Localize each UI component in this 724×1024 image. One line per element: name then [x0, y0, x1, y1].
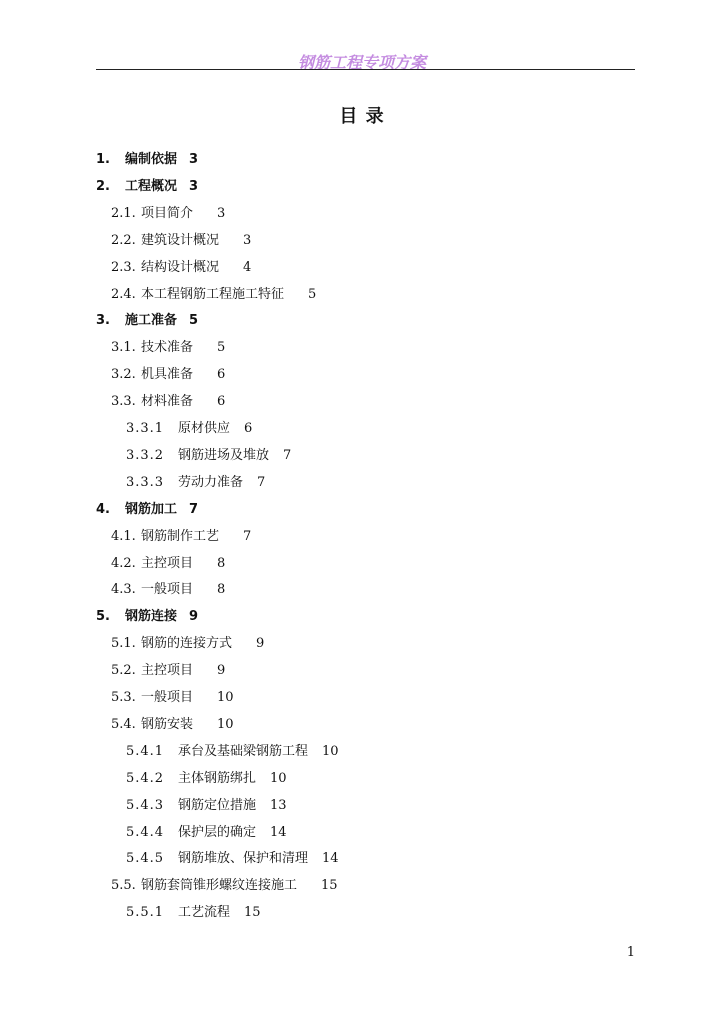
toc-entry-page: 3: [243, 232, 252, 248]
toc-entry-number: 3.3.1: [126, 421, 165, 436]
toc-entry-title: 主控项目: [141, 663, 194, 679]
toc-entry-page: 14: [270, 824, 287, 840]
toc-entry-number: 5.2.: [111, 663, 136, 679]
toc-entry-page: 6: [217, 394, 226, 410]
toc-entry-page: 9: [256, 636, 265, 652]
toc-entry[interactable]: [111, 256, 251, 280]
toc-entry-number: 5.4.5: [126, 851, 165, 867]
toc-entry[interactable]: [111, 229, 251, 253]
toc-entry-page: 9: [217, 663, 226, 679]
toc-entry-number: 5.1.: [111, 636, 136, 652]
toc-entry-page: 5: [189, 313, 199, 329]
toc-entry-page: 10: [270, 770, 287, 786]
toc-entry-title: 主控项目: [141, 555, 194, 571]
toc-entry-title: 建筑设计概况: [141, 232, 220, 248]
toc-entry-title: 技术准备: [141, 340, 194, 356]
toc-entry-title: 编制依据: [125, 152, 178, 167]
toc-entry-number: 3.3.2: [126, 447, 165, 463]
toc-entry[interactable]: [126, 767, 287, 791]
toc-entry-title: 本工程钢筋工程施工特征: [141, 286, 285, 302]
toc-entry[interactable]: [111, 363, 225, 387]
toc-entry[interactable]: [111, 552, 225, 576]
toc-entry-page: 5: [308, 286, 317, 302]
toc-entry[interactable]: [111, 632, 264, 656]
toc-entry-title: 钢筋定位措施: [178, 797, 257, 813]
toc-entry-page: 14: [322, 851, 339, 867]
toc-entry[interactable]: [111, 336, 225, 360]
toc-entry[interactable]: [96, 498, 198, 522]
toc-entry[interactable]: [111, 713, 234, 737]
toc-entry-title: 钢筋安装: [141, 716, 194, 732]
toc-entry-number: 4.: [96, 501, 110, 517]
toc-entry-title: 项目简介: [141, 205, 194, 221]
toc-entry-number: 2.2.: [111, 232, 136, 248]
toc-entry-title: 钢筋套筒锥形螺纹连接施工: [141, 878, 298, 894]
toc-entry-title: 钢筋的连接方式: [141, 636, 233, 652]
toc-entry[interactable]: [111, 525, 251, 549]
toc-entry-number: 5.4.: [111, 716, 136, 732]
toc-entry-number: 5.5.1: [126, 905, 165, 921]
toc-entry-page: 15: [244, 905, 261, 921]
toc-entry-number: 1.: [96, 152, 110, 167]
toc-entry[interactable]: [126, 444, 291, 468]
toc-heading: 目 录: [339, 106, 385, 127]
toc-entry-title: 材料准备: [141, 394, 194, 410]
toc-entry[interactable]: [96, 148, 198, 172]
toc-entry-number: 3.: [96, 313, 110, 329]
page-number: 1: [626, 945, 635, 960]
toc-entry-page: 3: [189, 178, 199, 194]
toc-entry[interactable]: [111, 686, 234, 710]
toc-entry-number: 5.4.2: [126, 770, 165, 786]
toc-entry-number: 2.1.: [111, 205, 136, 221]
toc-entry[interactable]: [126, 901, 261, 925]
toc-entry-title: 钢筋加工: [125, 501, 178, 517]
toc-entry-number: 2.: [96, 178, 110, 194]
toc-entry-title: 钢筋连接: [125, 609, 178, 625]
toc-entry-number: 3.1.: [111, 340, 136, 356]
toc-entry-number: 3.3.: [111, 394, 136, 410]
toc-entry-page: 10: [217, 716, 234, 732]
toc-entry-page: 7: [283, 447, 292, 463]
toc-entry-page: 7: [243, 528, 252, 544]
toc-entry-title: 钢筋制作工艺: [141, 528, 220, 544]
toc-entry-title: 原材供应: [178, 421, 231, 436]
toc-entry-page: 10: [217, 690, 234, 705]
toc-entry[interactable]: [126, 794, 287, 818]
toc-entry[interactable]: [111, 578, 225, 602]
toc-entry-title: 工艺流程: [178, 905, 231, 921]
toc-entry-number: 5.: [96, 609, 110, 625]
toc-entry-number: 5.4.1: [126, 743, 165, 759]
toc-entry[interactable]: [126, 417, 252, 441]
toc-entry-number: 2.4.: [111, 286, 136, 302]
toc-entry-page: 4: [243, 259, 252, 275]
header-divider: [96, 69, 635, 70]
toc-entry-title: 钢筋进场及堆放: [178, 447, 270, 463]
toc-entry-page: 3: [217, 205, 226, 221]
toc-entry-title: 钢筋堆放、保护和清理: [178, 851, 309, 867]
toc-entry[interactable]: [96, 605, 198, 629]
toc-entry[interactable]: [126, 821, 287, 845]
toc-entry-title: 施工准备: [125, 313, 178, 329]
toc-entry-number: 4.1.: [111, 528, 136, 544]
toc-entry-page: 7: [189, 501, 199, 517]
toc-entry-page: 3: [189, 152, 199, 167]
toc-entry[interactable]: [96, 175, 198, 199]
toc-entry-page: 6: [217, 367, 226, 383]
toc-entry-number: 4.2.: [111, 555, 136, 571]
page-header-title: 钢筋工程专项方案: [297, 53, 426, 72]
toc-entry-number: 3.2.: [111, 367, 136, 383]
toc-entry-number: 3.3.3: [126, 474, 165, 490]
toc-entry[interactable]: [96, 309, 198, 333]
toc-entry-page: 15: [321, 878, 338, 894]
toc-entry-title: 保护层的确定: [178, 824, 257, 840]
toc-entry-title: 工程概况: [125, 178, 178, 194]
toc-entry[interactable]: [111, 283, 316, 307]
toc-entry-page: 10: [322, 743, 339, 759]
toc-entry-page: 9: [189, 609, 199, 625]
toc-entry-number: 5.5.: [111, 878, 136, 894]
toc-entry-page: 7: [257, 474, 266, 490]
toc-entry-page: 8: [217, 555, 226, 571]
toc-entry-title: 一般项目: [141, 582, 194, 598]
toc-entry-page: 8: [217, 582, 226, 598]
toc-entry-page: 6: [244, 421, 253, 436]
toc-entry[interactable]: [126, 740, 339, 764]
toc-entry[interactable]: [111, 202, 225, 226]
toc-entry-title: 机具准备: [141, 367, 194, 383]
toc-entry-title: 主体钢筋绑扎: [178, 770, 257, 786]
toc-entry[interactable]: [111, 659, 225, 683]
toc-entry[interactable]: [111, 874, 338, 898]
toc-entry[interactable]: [126, 847, 339, 871]
toc-entry-title: 劳动力准备: [178, 474, 244, 490]
toc-entry-number: 4.3.: [111, 582, 136, 598]
toc-entry[interactable]: [126, 471, 265, 495]
toc-entry-page: 5: [217, 340, 226, 356]
toc-entry[interactable]: [111, 390, 225, 414]
toc-entry-title: 一般项目: [141, 690, 194, 705]
toc-entry-page: 13: [270, 797, 287, 813]
toc-entry-title: 承台及基础梁钢筋工程: [178, 743, 309, 759]
toc-entry-number: 2.3.: [111, 259, 136, 275]
toc-entry-number: 5.3.: [111, 690, 136, 705]
toc-entry-title: 结构设计概况: [141, 259, 220, 275]
toc-entry-number: 5.4.4: [126, 824, 165, 840]
toc-entry-number: 5.4.3: [126, 797, 165, 813]
